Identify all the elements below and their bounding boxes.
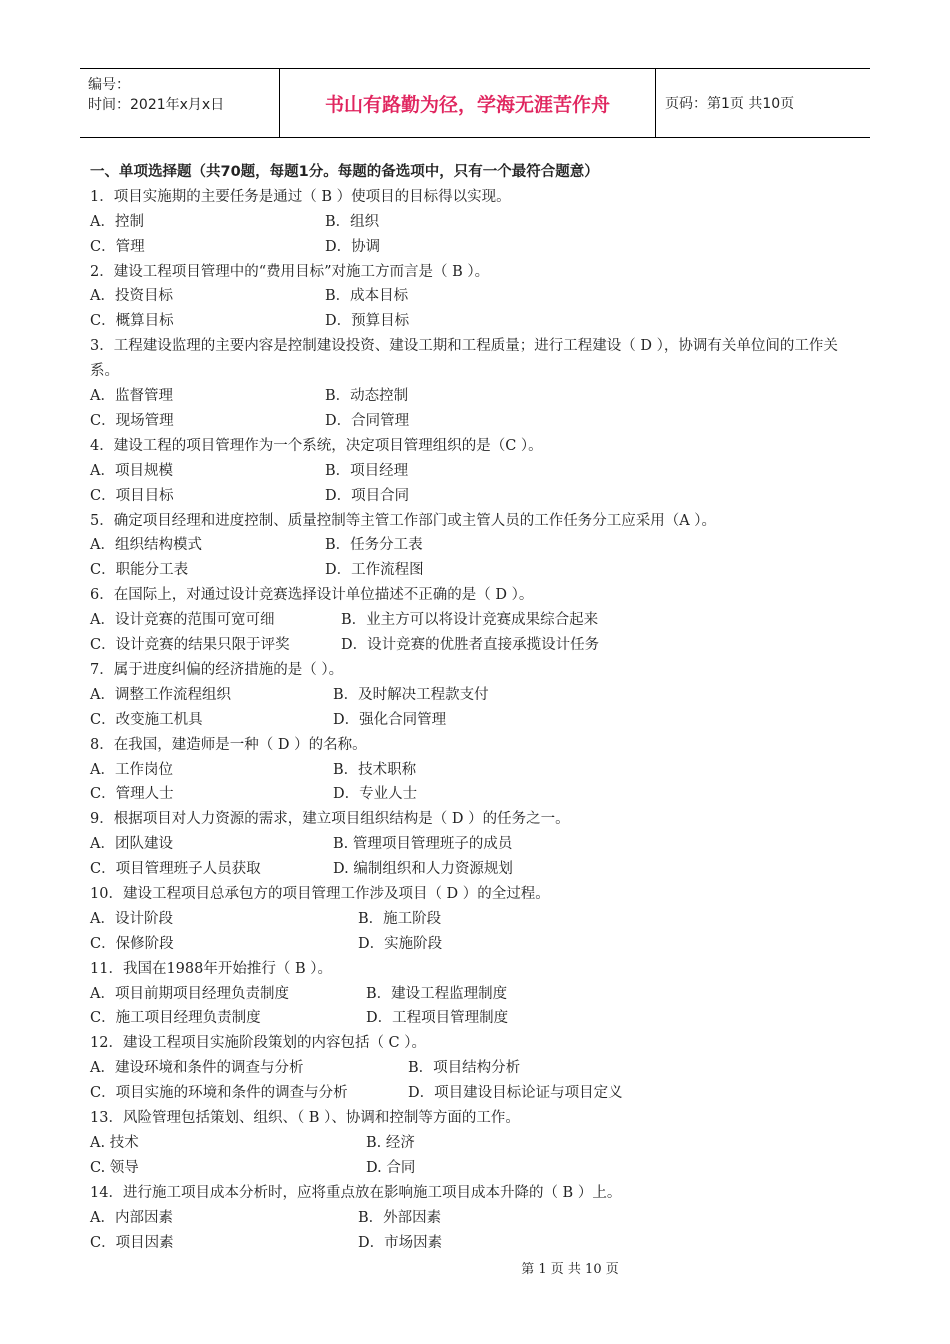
option-row <box>90 932 865 957</box>
exam-content <box>90 160 865 1255</box>
option-row <box>90 459 865 484</box>
answer-option: B．项目结构分析 <box>408 1060 521 1077</box>
answer-option: C．管理人士 <box>90 786 174 803</box>
option-row <box>90 235 865 260</box>
doc-number-label: 编号： <box>88 77 130 93</box>
option-row <box>90 683 865 708</box>
option-row <box>90 1231 865 1256</box>
answer-option: D. 编制组织和人力资源规划 <box>333 861 513 878</box>
answer-option: B. 管理项目管理班子的成员 <box>333 836 513 853</box>
option-row <box>90 484 865 509</box>
question-text: 2．建设工程项目管理中的“费用目标”对施工方而言是（ B ）。 <box>90 263 490 280</box>
answer-option: B．建设工程监理制度 <box>366 985 508 1002</box>
question-text: 5．确定项目经理和进度控制、质量控制等主管工作部门或主管人员的工作任务分工应采用（A ）。 <box>90 512 717 529</box>
answer-option: C．施工项目经理负责制度 <box>90 1010 261 1027</box>
answer-option: A．组织结构模式 <box>90 537 202 554</box>
option-row <box>90 309 865 334</box>
answer-option: A．内部因素 <box>90 1209 173 1226</box>
answer-option: B．组织 <box>325 213 380 230</box>
option-row <box>90 608 865 633</box>
answer-option: C．项目实施的环境和条件的调查与分析 <box>90 1085 348 1102</box>
answer-option: A．建设环境和条件的调查与分析 <box>90 1060 304 1077</box>
answer-option: C．项目因素 <box>90 1234 174 1251</box>
question-text: 8．在我国，建造师是一种（ D ）的名称。 <box>90 736 367 753</box>
answer-option: D．工程项目管理制度 <box>366 1010 509 1027</box>
page-header <box>80 68 870 138</box>
option-row <box>90 1006 865 1031</box>
option-row <box>90 857 865 882</box>
answer-option: D．合同管理 <box>325 412 410 429</box>
header-page-number: 页码：第1页 共10页 <box>665 96 795 112</box>
answer-option: C．项目目标 <box>90 487 174 504</box>
option-row <box>90 708 865 733</box>
option-row <box>90 907 865 932</box>
question-text: 4．建设工程的项目管理作为一个系统，决定项目管理组织的是（C ）。 <box>90 437 543 454</box>
option-row <box>90 1056 865 1081</box>
question-text: 12．建设工程项目实施阶段策划的内容包括（ C ）。 <box>90 1035 427 1052</box>
option-row <box>90 210 865 235</box>
option-row <box>90 384 865 409</box>
answer-option: C．设计竞赛的结果只限于评奖 <box>90 637 290 654</box>
answer-option: C．改变施工机具 <box>90 711 203 728</box>
answer-option: C. 领导 <box>90 1159 139 1176</box>
option-row <box>90 832 865 857</box>
answer-option: D．市场因素 <box>358 1234 443 1251</box>
option-row <box>90 1131 865 1156</box>
answer-option: C．项目管理班子人员获取 <box>90 861 261 878</box>
answer-option: A. 技术 <box>90 1134 139 1151</box>
answer-option: D．设计竞赛的优胜者直接承揽设计任务 <box>341 637 600 654</box>
answer-option: A．项目前期项目经理负责制度 <box>90 985 289 1002</box>
answer-option: C．保修阶段 <box>90 935 174 952</box>
answer-option: D. 合同 <box>366 1159 416 1176</box>
answer-option: A．项目规模 <box>90 462 173 479</box>
answer-option: A．工作岗位 <box>90 761 173 778</box>
answer-option: D．强化合同管理 <box>333 711 447 728</box>
question-text: 10．建设工程项目总承包方的项目管理工作涉及项目（ D ）的全过程。 <box>90 885 550 902</box>
doc-date: 时间：2021年x月x日 <box>88 97 225 113</box>
answer-option: A．设计竞赛的范围可宽可细 <box>90 612 275 629</box>
answer-option: D．工作流程图 <box>325 562 424 579</box>
option-row <box>90 409 865 434</box>
question-text: 3．工程建设监理的主要内容是控制建设投资、建设工期和工程质量；进行工程建设（ D ），协调有关单位间的工作关系。 <box>90 338 838 380</box>
question-text: 13．风险管理包括策划、组织、（ B ）、协调和控制等方面的工作。 <box>90 1110 520 1127</box>
answer-option: A．团队建设 <box>90 836 173 853</box>
question-text: 11．我国在1988年开始推行（ B ）。 <box>90 960 332 977</box>
answer-option: B．成本目标 <box>325 288 409 305</box>
answer-option: B．施工阶段 <box>358 910 442 927</box>
answer-option: D．项目建设目标论证与项目定义 <box>408 1085 623 1102</box>
answer-option: D．项目合同 <box>325 487 410 504</box>
answer-option: C．现场管理 <box>90 412 174 429</box>
question-text: 1．项目实施期的主要任务是通过（ B ）使项目的目标得以实现。 <box>90 188 511 205</box>
answer-option: A．投资目标 <box>90 288 173 305</box>
option-row <box>90 1156 865 1181</box>
option-row <box>90 1206 865 1231</box>
answer-option: C．管理 <box>90 238 145 255</box>
answer-option: B．技术职称 <box>333 761 417 778</box>
option-row <box>90 558 865 583</box>
question-text: 9．根据项目对人力资源的需求，建立项目组织结构是（ D ）的任务之一。 <box>90 811 570 828</box>
answer-option: C．概算目标 <box>90 313 174 330</box>
option-row <box>90 758 865 783</box>
option-row <box>90 633 865 658</box>
answer-option: A．调整工作流程组织 <box>90 686 231 703</box>
option-row <box>90 1081 865 1106</box>
answer-option: B．任务分工表 <box>325 537 423 554</box>
section-title: 一、单项选择题（共70题，每题1分。每题的备选项中，只有一个最符合题意） <box>90 164 599 180</box>
question-text: 7．属于进度纠偏的经济措施的是（ ）。 <box>90 661 344 678</box>
option-row <box>90 982 865 1007</box>
answer-option: A．控制 <box>90 213 144 230</box>
answer-option: D．协调 <box>325 238 381 255</box>
answer-option: B．动态控制 <box>325 388 409 405</box>
answer-option: B．外部因素 <box>358 1209 442 1226</box>
option-row <box>90 284 865 309</box>
answer-option: A．监督管理 <box>90 388 173 405</box>
answer-option: D．实施阶段 <box>358 935 443 952</box>
answer-option: C．职能分工表 <box>90 562 189 579</box>
answer-option: A．设计阶段 <box>90 910 173 927</box>
header-motto: 书山有路勤为径，学海无涯苦作舟 <box>280 69 656 137</box>
question-text: 14．进行施工项目成本分析时，应将重点放在影响施工项目成本升降的（ B ）上。 <box>90 1184 622 1201</box>
option-row <box>90 782 865 807</box>
answer-option: B．业主方可以将设计竞赛成果综合起来 <box>341 612 599 629</box>
answer-option: B. 经济 <box>366 1134 415 1151</box>
page-footer: 第 1 页 共 10 页 <box>521 1262 619 1277</box>
question-text: 6．在国际上，对通过设计竞赛选择设计单位描述不正确的是（ D ）。 <box>90 587 534 604</box>
header-meta <box>80 69 280 137</box>
answer-option: B．项目经理 <box>325 462 409 479</box>
answer-option: D．预算目标 <box>325 313 410 330</box>
option-row <box>90 533 865 558</box>
answer-option: B．及时解决工程款支付 <box>333 686 489 703</box>
answer-option: D．专业人士 <box>333 786 418 803</box>
